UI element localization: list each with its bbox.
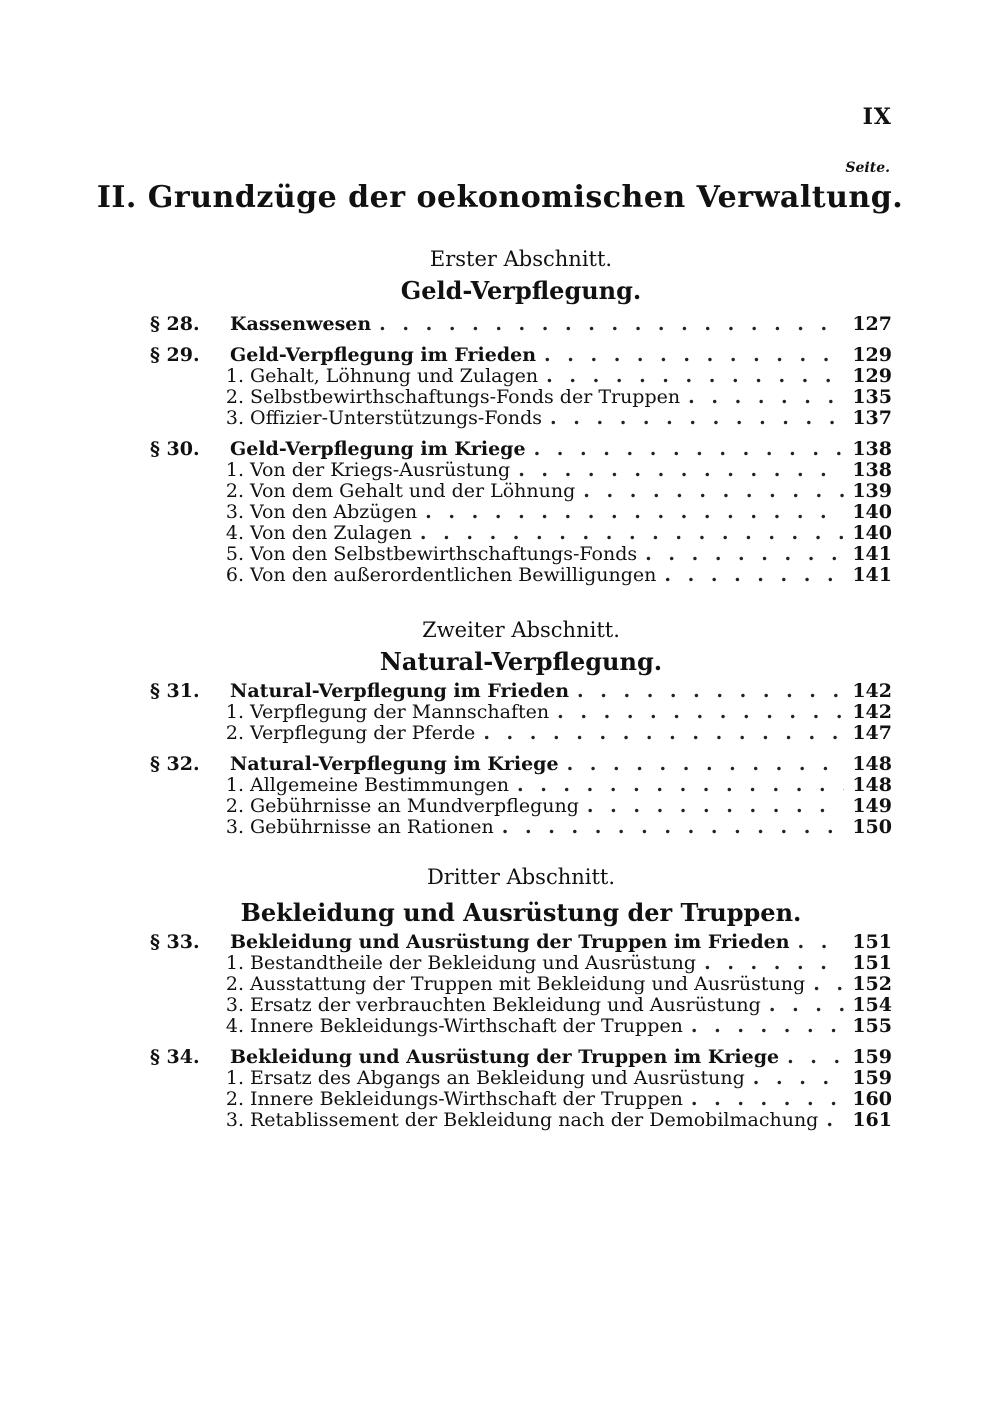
subentry-number: 4.	[225, 1015, 244, 1037]
toc-paragraph	[150, 314, 892, 335]
subentry-number: 4.	[225, 522, 244, 544]
page-ref: 135	[852, 386, 892, 408]
abschnitt-label: Zweiter Abschnitt.	[422, 618, 620, 642]
toc-subentry[interactable]	[150, 1110, 892, 1131]
toc-subentry[interactable]	[150, 481, 892, 502]
page-ref: 160	[852, 1088, 892, 1110]
subentry-number: 1.	[225, 774, 244, 796]
paragraph-number: § 34.	[150, 1046, 200, 1068]
subentry-number: 1.	[225, 952, 244, 974]
dot-leader	[557, 702, 844, 723]
paragraph-number: § 28.	[150, 313, 200, 335]
dot-leader	[787, 1047, 844, 1068]
page-ref: 142	[852, 701, 892, 723]
page-ref: 159	[852, 1046, 892, 1068]
abschnitt-label: Erster Abschnitt.	[429, 247, 613, 271]
page-ref: 161	[852, 1109, 892, 1131]
entry-title: Verpflegung der Pferde	[250, 722, 476, 744]
page-number: IX	[862, 104, 892, 130]
section-title: Geld-Verpflegung.	[400, 276, 642, 305]
toc-entry[interactable]	[150, 932, 892, 953]
toc-paragraph	[150, 681, 892, 744]
entry-title: Geld-Verpflegung im Frieden	[230, 344, 537, 366]
entry-title: Allgemeine Bestimmungen	[250, 774, 509, 796]
toc-subentry[interactable]	[150, 565, 892, 586]
page-ref: 148	[852, 774, 892, 796]
dot-leader	[517, 775, 844, 796]
page-ref: 142	[852, 680, 892, 702]
toc-subentry[interactable]	[150, 544, 892, 565]
subentry-number: 1.	[225, 365, 244, 387]
section-header	[150, 244, 892, 310]
page-ref: 154	[852, 994, 892, 1016]
toc-paragraph	[150, 439, 892, 586]
page-ref: 137	[852, 407, 892, 429]
toc-paragraph	[150, 1047, 892, 1131]
toc-entry[interactable]	[150, 754, 892, 775]
page-ref: 141	[852, 543, 892, 565]
entry-title: Gebührnisse an Rationen	[250, 816, 494, 838]
page-ref: 147	[852, 722, 892, 744]
section-header	[150, 615, 892, 681]
entry-title: Kassenwesen	[230, 313, 372, 335]
toc-subentry[interactable]	[150, 1016, 892, 1037]
toc-subentry[interactable]	[150, 796, 892, 817]
dot-leader	[704, 953, 844, 974]
page-ref: 155	[852, 1015, 892, 1037]
entry-title: Von dem Gehalt und der Löhnung	[250, 480, 576, 502]
entry-title: Bekleidung und Ausrüstung der Truppen im Kriege	[230, 1046, 780, 1068]
entry-title: Von den außerordentlichen Bewilligungen	[250, 564, 657, 586]
toc-subentry[interactable]	[150, 775, 892, 796]
entry-title: Retablissement der Bekleidung nach der Demobilmachung	[250, 1109, 819, 1131]
dot-leader	[420, 523, 844, 544]
page-ref: 138	[852, 438, 892, 460]
toc-entry[interactable]	[150, 1047, 892, 1068]
section-geld-verpflegung	[150, 244, 892, 586]
toc-subentry[interactable]	[150, 974, 892, 995]
subentry-number: 1.	[225, 459, 244, 481]
entry-title: Gebührnisse an Mundverpflegung	[250, 795, 579, 817]
toc-subentry[interactable]	[150, 723, 892, 744]
subentry-number: 2.	[225, 386, 244, 408]
toc-subentry[interactable]	[150, 1068, 892, 1089]
subentry-number: 1.	[225, 1067, 244, 1089]
subentry-number: 3.	[225, 816, 244, 838]
dot-leader	[534, 439, 844, 460]
entry-title: Ersatz des Abgangs an Bekleidung und Ausrüstung	[250, 1067, 745, 1089]
dot-leader	[544, 345, 844, 366]
page-ref: 129	[852, 344, 892, 366]
entry-title: Geld-Verpflegung im Kriege	[230, 438, 526, 460]
dot-leader	[379, 314, 844, 335]
entry-title: Verpflegung der Mannschaften	[250, 701, 550, 723]
toc-subentry[interactable]	[150, 995, 892, 1016]
entry-title: Innere Bekleidungs-Wirthschaft der Truppen	[250, 1088, 683, 1110]
page-ref: 139	[852, 480, 892, 502]
seite-column-label: Seite.	[845, 160, 890, 176]
dot-leader	[483, 723, 844, 744]
dot-leader	[691, 1089, 844, 1110]
subentry-number: 3.	[225, 1109, 244, 1131]
toc-paragraph	[150, 345, 892, 429]
toc-subentry[interactable]	[150, 523, 892, 544]
entry-title: Von den Selbstbewirthschaftungs-Fonds	[250, 543, 638, 565]
dot-leader	[645, 544, 844, 565]
page-ref: 150	[852, 816, 892, 838]
entry-title: Bekleidung und Ausrüstung der Truppen im Frieden	[230, 931, 790, 953]
toc-subentry[interactable]	[150, 502, 892, 523]
dot-leader	[813, 974, 844, 995]
page-ref: 141	[852, 564, 892, 586]
page-ref: 148	[852, 753, 892, 775]
dot-leader	[664, 565, 844, 586]
subentry-number: 6.	[225, 564, 244, 586]
entry-title: Bestandtheile der Bekleidung und Ausrüstung	[250, 952, 697, 974]
dot-leader	[502, 817, 844, 838]
dot-leader	[826, 1110, 844, 1131]
entry-title: Von der Kriegs-Ausrüstung	[250, 459, 511, 481]
toc-paragraph	[150, 932, 892, 1037]
toc-subentry[interactable]	[150, 387, 892, 408]
entry-title: Ausstattung der Truppen mit Bekleidung und Ausrüstung	[250, 973, 806, 995]
subentry-number: 2.	[225, 795, 244, 817]
dot-leader	[753, 1068, 844, 1089]
paragraph-number: § 29.	[150, 344, 200, 366]
toc-subentry[interactable]	[150, 408, 892, 429]
entry-title: Innere Bekleidungs-Wirthschaft der Truppen	[250, 1015, 683, 1037]
toc-entry[interactable]	[150, 314, 892, 335]
dot-leader	[567, 754, 844, 775]
page-ref: 127	[852, 313, 892, 335]
dot-leader	[518, 460, 844, 481]
toc-subentry[interactable]	[150, 460, 892, 481]
subentry-number: 3.	[225, 994, 244, 1016]
page-ref: 151	[852, 952, 892, 974]
entry-title: Von den Zulagen	[250, 522, 412, 544]
dot-leader	[583, 481, 844, 502]
entry-title: Ersatz der verbrauchten Bekleidung und Ausrüstung	[250, 994, 761, 1016]
entry-title: Gehalt, Löhnung und Zulagen	[250, 365, 539, 387]
page-ref: 151	[852, 931, 892, 953]
toc-entry[interactable]	[150, 681, 892, 702]
toc-subentry[interactable]	[150, 817, 892, 838]
entry-title: Selbstbewirthschaftungs-Fonds der Truppen	[250, 386, 681, 408]
section-header	[150, 862, 892, 932]
dot-leader	[577, 681, 844, 702]
paragraph-number: § 31.	[150, 680, 200, 702]
toc-subentry[interactable]	[150, 366, 892, 387]
page-ref: 149	[852, 795, 892, 817]
page-ref: 140	[852, 501, 892, 523]
section-title: Natural-Verpflegung.	[379, 647, 663, 676]
subentry-number: 2.	[225, 973, 244, 995]
dot-leader	[546, 366, 844, 387]
dot-leader	[425, 502, 844, 523]
page-ref: 138	[852, 459, 892, 481]
toc-entry[interactable]	[150, 439, 892, 460]
toc-entry[interactable]	[150, 345, 892, 366]
page-ref: 129	[852, 365, 892, 387]
paragraph-number: § 32.	[150, 753, 200, 775]
abschnitt-label: Dritter Abschnitt.	[426, 865, 616, 889]
page-ref: 159	[852, 1067, 892, 1089]
toc-subentry[interactable]	[150, 953, 892, 974]
page-ref: 140	[852, 522, 892, 544]
subentry-number: 1.	[225, 701, 244, 723]
subentry-number: 2.	[225, 480, 244, 502]
subentry-number: 3.	[225, 501, 244, 523]
subentry-number: 2.	[225, 1088, 244, 1110]
toc-subentry[interactable]	[150, 702, 892, 723]
entry-title: Natural-Verpflegung im Kriege	[230, 753, 559, 775]
entry-title: Von den Abzügen	[250, 501, 418, 523]
paragraph-number: § 30.	[150, 438, 200, 460]
toc-subentry[interactable]	[150, 1089, 892, 1110]
section-title: Bekleidung und Ausrüstung der Truppen.	[240, 898, 802, 927]
dot-leader	[691, 1016, 844, 1037]
dot-leader	[688, 387, 844, 408]
section-natural-verpflegung	[150, 615, 892, 838]
subentry-number: 3.	[225, 407, 244, 429]
paragraph-number: § 33.	[150, 931, 200, 953]
part-title: II. Grundzüge der oekonomischen Verwaltung.	[96, 180, 904, 215]
subentry-number: 2.	[225, 722, 244, 744]
subentry-number: 5.	[225, 543, 244, 565]
page-ref: 152	[852, 973, 892, 995]
dot-leader	[550, 408, 844, 429]
dot-leader	[587, 796, 844, 817]
section-bekleidung	[150, 862, 892, 1131]
dot-leader	[769, 995, 844, 1016]
entry-title: Natural-Verpflegung im Frieden	[230, 680, 570, 702]
entry-title: Offizier-Unterstützungs-Fonds	[250, 407, 543, 429]
dot-leader	[798, 932, 844, 953]
toc-paragraph	[150, 754, 892, 838]
